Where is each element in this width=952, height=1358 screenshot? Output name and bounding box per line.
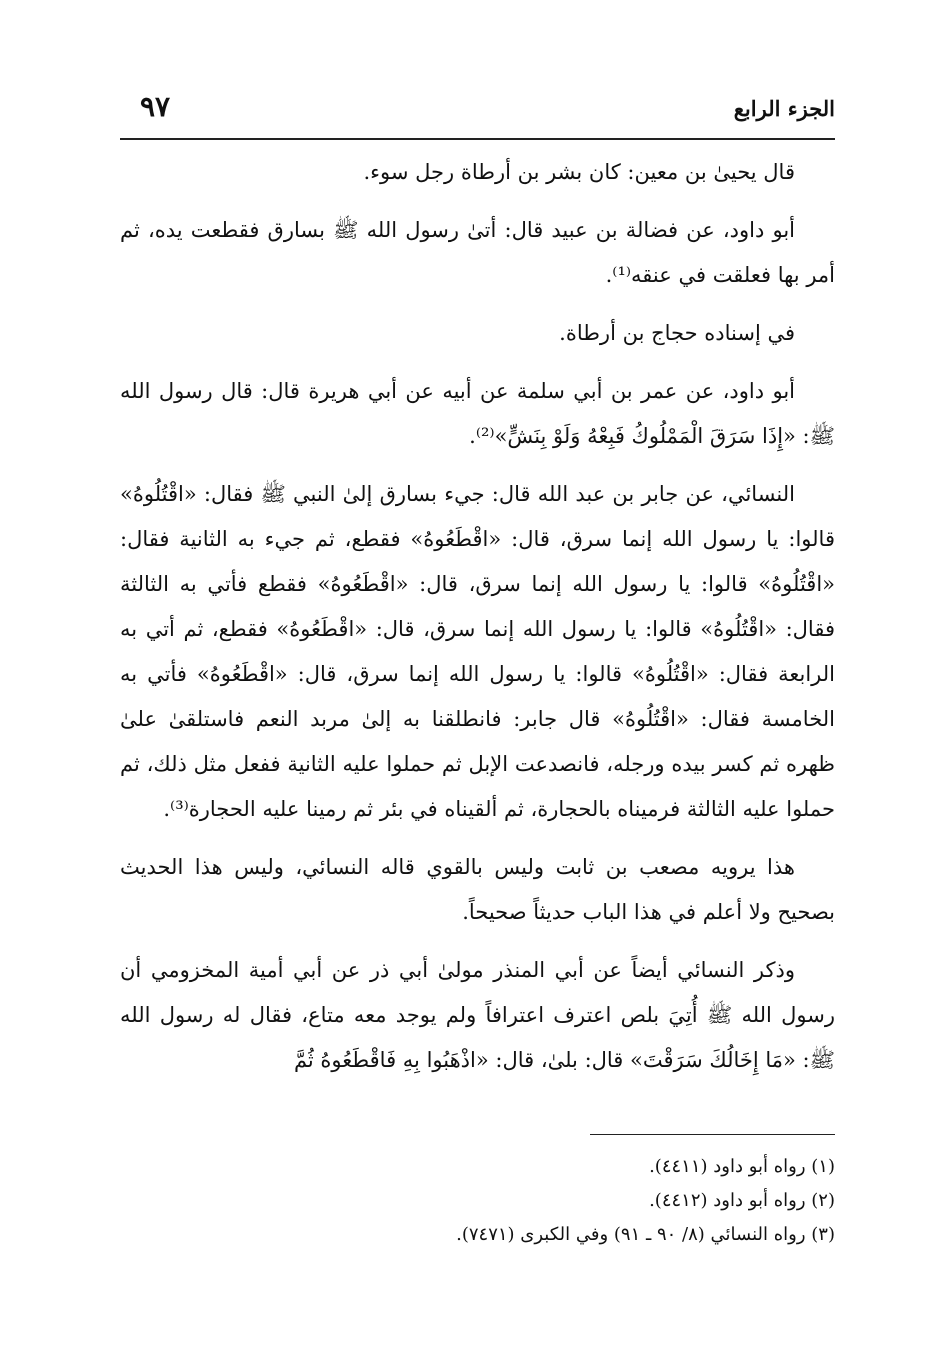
page-header [120,88,835,128]
paragraph-2: أبو داود، عن فضالة بن عبيد قال: أتىٰ رسول الله ﷺ بسارق فقطعت يده، ثم أمر بها فعلقت في عنقه⁽¹⁾. [120,218,835,287]
footnote-3: (٣) رواه النسائي (٨/ ٩٠ ـ ٩١) وفي الكبرى (٧٤٧١). [456,1224,835,1245]
page-number: ٩٧ [140,90,171,123]
footnotes [120,1150,835,1252]
paragraph-1: قال يحيىٰ بن معين: كان بشر بن أرطاة رجل سوء. [363,160,795,184]
footnote-1: (١) رواه أبو داود (٤٤١١). [649,1156,835,1177]
paragraph-7: وذكر النسائي أيضاً عن أبي المنذر مولىٰ أبي ذر عن أبي أمية المخزومي أن رسول الله ﷺ أُتِيَ بلص اعترف اعترافاً ولم يوجد معه متاع، فقال له رسول الله ﷺ: «مَا إِخَالُكَ سَرَقْتَ» قال: بلىٰ، قال: «اذْهَبُوا بِهِ فَاقْطَعُوهُ ثُمَّ [120,958,835,1072]
paragraph-6: هذا يرويه مصعب بن ثابت وليس بالقوي قاله النسائي، وليس هذا الحديث بصحيح ولا أعلم في هذا الباب حديثاً صحيحاً. [120,855,835,924]
paragraph-5: النسائي، عن جابر بن عبد الله قال: جيء بسارق إلىٰ النبي ﷺ فقال: «اقْتُلُوهُ» قالوا: يا رسول الله إنما سرق، قال: «اقْطَعُوهُ» فقطع، ثم جيء به الثانية فقال: «اقْتُلُوهُ» قالوا: يا رسول الله إنما سرق، قال: «اقْطَعُوهُ» فقطع فأتي به الثالثة فقال: «اقْتُلُوهُ» قالوا: يا رسول الله إنما سرق، قال: «اقْطَعُوهُ» فقطع، ثم أتي به الرابعة فقال: «اقْتُلُوهُ» قالوا: يا رسول الله إنما سرق، قال: «اقْطَعُوهُ» فأتي به الخامسة فقال: «اقْتُلُوهُ» قال جابر: فانطلقنا به إلىٰ مربد النعم فاستلقىٰ علىٰ ظهره ثم كسر بيده ورجله، فانصدعت الإبل ثم حملوا عليه الثانية ففعل مثل ذلك، ثم حملوا عليه الثالثة فرميناه بالحجارة، ثم ألقيناه في بئر ثم رمينا عليه الحجارة⁽³⁾. [120,482,835,821]
running-title: الجزء الرابع [733,96,835,121]
header-divider [120,138,835,140]
main-text [120,150,835,1096]
paragraph-3: في إسناده حجاج بن أرطاة. [559,321,795,345]
footnote-divider [590,1134,835,1135]
paragraph-4: أبو داود، عن عمر بن أبي سلمة عن أبيه عن أبي هريرة قال: قال رسول الله ﷺ: «إِذَا سَرَقَ الْمَمْلُوكُ فَبِعْهُ وَلَوْ بِنَشٍّ»⁽²⁾. [120,379,835,448]
footnote-2: (٢) رواه أبو داود (٤٤١٢). [649,1190,835,1211]
